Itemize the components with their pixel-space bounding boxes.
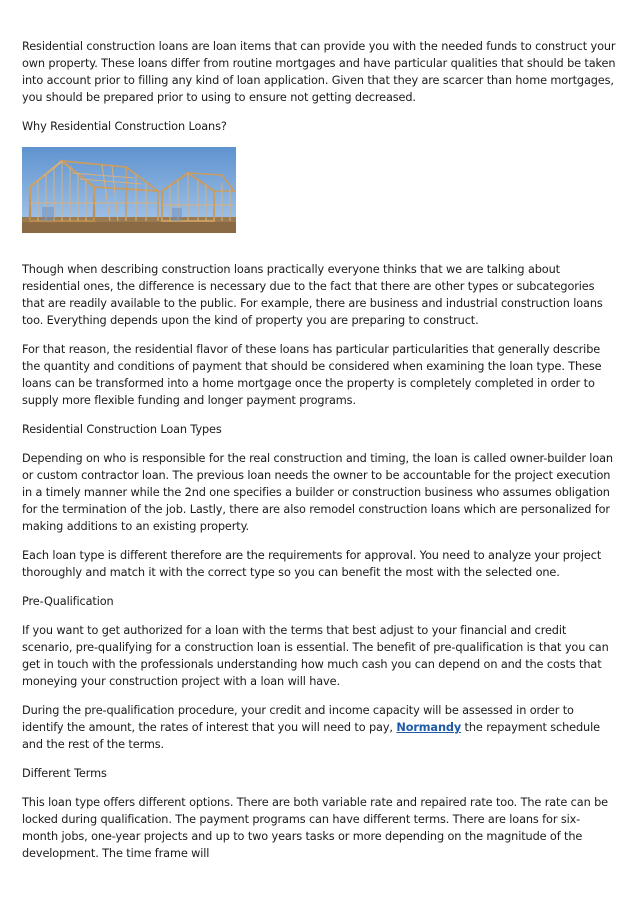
paragraph-intro: Residential construction loans are loan items that can provide you with the needed funds to construct your own property. These loans differ from routine mortgages and have particular qualities that should be taken into account prior to filling any kind of loan application. Given that they are scarcer than home mortgages, you should be prepared prior to using to ensure not getting decreased. bbox=[22, 40, 616, 104]
paragraph-text-before-link: During the pre-qualification procedure, your credit and income capacity will be assessed in order to identify the amount, the rates of interest that you will need to pay, bbox=[22, 704, 574, 734]
paragraph-residential-flavor: For that reason, the residential flavor of these loans has particular particularities that generally describe the quantity and conditions of payment that should be considered when examining the loan type. These loans can be transformed into a home mortgage once the property is completely completed in order to supply more flexible funding and longer payment programs. bbox=[22, 343, 602, 407]
house-framing-photo bbox=[22, 147, 236, 233]
paragraph-loan-types: Depending on who is responsible for the real construction and timing, the loan is called owner-builder loan or custom contractor loan. The previous loan needs the owner to be accountable for the project execution in a timely manner while the 2nd one specifies a builder or construction business who assumes obligation for the termination of the job. Lastly, there are also remodel construction loans which are personalized for making additions to an existing property. bbox=[22, 452, 613, 533]
paragraph-qualification-procedure bbox=[22, 702, 616, 753]
house-framing-illustration bbox=[22, 147, 236, 233]
heading-why: Why Residential Construction Loans? bbox=[22, 120, 227, 133]
heading-loan-types: Residential Construction Loan Types bbox=[22, 423, 222, 436]
paragraph-requirements: Each loan type is different therefore are the requirements for approval. You need to analyze your project thoroughly and match it with the correct type so you can benefit the most with the selected one. bbox=[22, 549, 602, 579]
article bbox=[22, 38, 616, 874]
heading-different-terms: Different Terms bbox=[22, 767, 107, 780]
paragraph-text-after-link: the repayment schedule and the rest of the terms. bbox=[22, 721, 600, 751]
paragraph-distinction: Though when describing construction loans practically everyone thinks that we are talking about residential ones, the difference is necessary due to the fact that there are other types or subcategories that are readily available to the public. For example, there are business and industrial construction loans too. Everything depends upon the kind of property you are preparing to construct. bbox=[22, 263, 603, 327]
normandy-link[interactable]: Normandy bbox=[396, 721, 462, 734]
paragraph-terms: This loan type offers different options. There are both variable rate and repaired rate too. The rate can be locked during qualification. The payment programs can have different terms. There are loans for six-month jobs, one-year projects and up to two years tasks or more depending on the magnitude of the development. The time frame will bbox=[22, 796, 608, 860]
heading-pre-qualification: Pre-Qualification bbox=[22, 595, 114, 608]
paragraph-pre-qualification: If you want to get authorized for a loan with the terms that best adjust to your financial and credit scenario, pre-qualifying for a construction loan is essential. The benefit of pre-qualification is that you can get in touch with the professionals understanding how much cash you can depend on and the costs that moneying your construction project with a loan will have. bbox=[22, 624, 609, 688]
